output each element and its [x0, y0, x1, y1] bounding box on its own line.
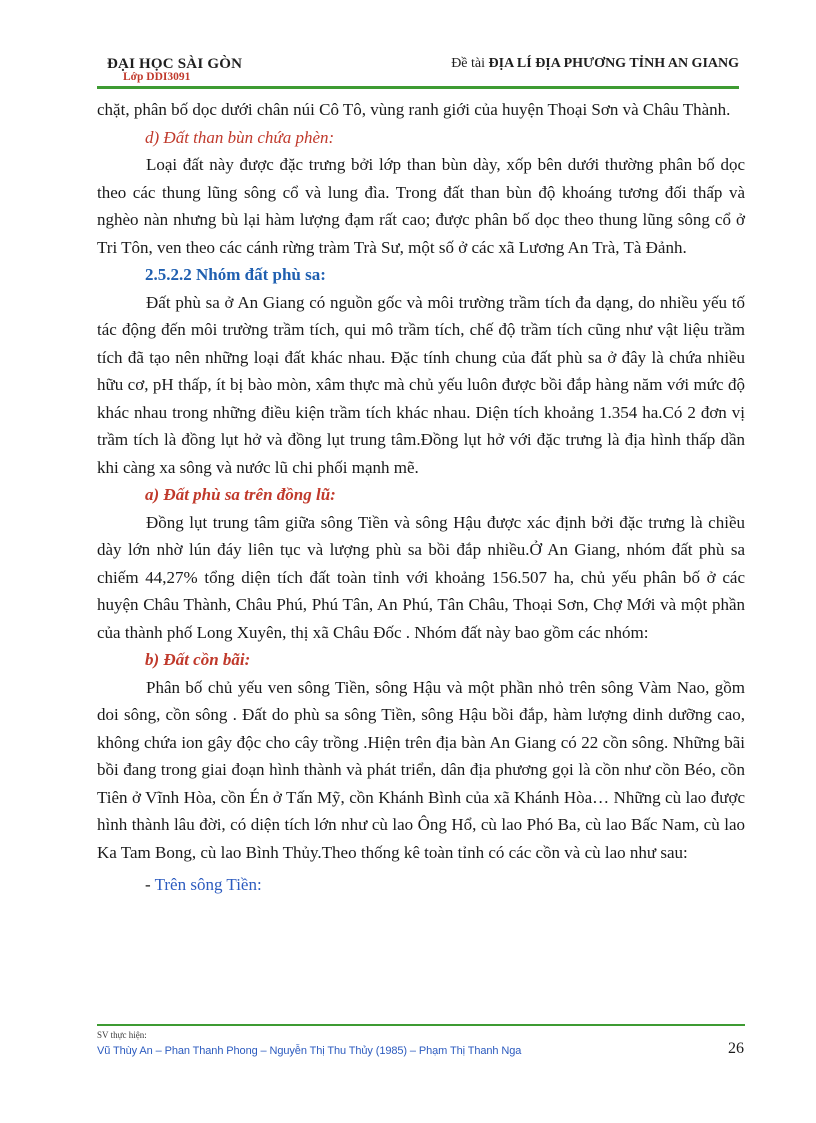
paragraph-a: Đồng lụt trung tâm giữa sông Tiền và sông Hậu được xác định bởi đặc trưng là chiều dày lớn nhờ lún đáy liên tục và lượng phù sa bồi đắp nhiều.Ở An Giang, nhóm đất phù sa chiếm 44,27% tổng diện tích đất toàn tỉnh với khoảng 156.507 ha, chủ yếu phân bố ở các huyện Châu Thành, Châu Phú, Phú Tân, An Phú, Tân Châu, Thoại Sơn, Chợ Mới và một phần của thành phố Long Xuyên, thị xã Châu Đốc . Nhóm đất này bao gồm các nhóm: — [97, 512, 745, 642]
paragraph-section: Đất phù sa ở An Giang có nguồn gốc và môi trường trầm tích đa dạng, do nhiều yếu tố tác động đến môi trường trầm tích, qui mô trầm tích, chế độ trầm tích cũng như vật liệu trầm tích đã tạo nên những loại đất khác nhau. Đặc tính chung của đất phù sa ở đây là chứa nhiều hữu cơ, pH thấp, ít bị bào mòn, xâm thực mà chủ yếu luôn được bồi đắp hàng năm với mức độ khác nhau trong những điều kiện trầm tích khác nhau. Diện tích khoảng 1.354 ha.Có 2 đơn vị trầm tích là đồng lụt hở và đồng lụt trung tâm.Đồng lụt hở với đặc trưng là địa hình thấp dần khi càng xa sông và nước lũ chi phối mạnh mẽ. — [97, 292, 745, 477]
paragraph-intro: chặt, phân bố dọc dưới chân núi Cô Tô, vùng ranh giới của huyện Thoại Sơn và Châu Thành. — [97, 100, 731, 119]
subheading-d: d) Đất than bùn chứa phèn: — [145, 127, 335, 147]
bullet-dash: - — [145, 875, 155, 894]
footer-divider — [97, 1024, 745, 1026]
university-name: ĐẠI HỌC SÀI GÒN — [107, 56, 243, 72]
page-number: 26 — [728, 1040, 744, 1057]
subheading-a: a) Đất phù sa trên đồng lũ: — [145, 485, 336, 504]
bullet-text: Trên sông Tiền: — [154, 875, 262, 894]
document-body — [97, 96, 745, 899]
topic-prefix: Đề tài — [451, 56, 489, 71]
footer-label: SV thực hiện: — [97, 1030, 147, 1040]
paragraph-d: Loại đất này được đặc trưng bởi lớp than bùn dày, xốp bên dưới thường phân bố dọc theo các thung lũng sông cổ và lung đìa. Trong đất than bùn độ khoáng tương đối thấp và nghèo nàn nhưng bù lại hàm lượng đạm rất cao; được phân bố dọc theo thung lũng sông cổ ở Tri Tôn, ven theo các cánh rừng tràm Trà Sư, một số ở các xã Lương An Trà, Tà Đảnh. — [97, 155, 745, 257]
topic-title — [451, 56, 739, 72]
section-heading: 2.5.2.2 Nhóm đất phù sa: — [145, 265, 326, 284]
class-code: Lớp DDI3091 — [123, 71, 191, 83]
bullet-item — [97, 871, 745, 899]
footer-authors: Vũ Thùy An – Phan Thanh Phong – Nguyễn Thị Thu Thủy (1985) – Phạm Thị Thanh Nga — [97, 1045, 522, 1057]
subheading-b: b) Đất cồn bãi: — [145, 650, 251, 669]
header-divider — [97, 86, 739, 89]
page-header — [97, 52, 739, 88]
paragraph-b: Phân bố chủ yếu ven sông Tiền, sông Hậu và một phần nhỏ trên sông Vàm Nao, gồm doi sông, cồn sông . Đất do phù sa sông Tiền, sông Hậu bồi đắp, hàm lượng dinh dưỡng cao, không chứa ion gây độc cho cây trồng .Hiện trên địa bàn An Giang có 22 cồn sông. Những bãi bồi đang trong giai đoạn hình thành và phát triển, dân địa phương gọi là cồn như cồn Béo, cồn Tiên ở Vĩnh Hòa, cồn Én ở Tấn Mỹ, cồn Khánh Bình của xã Khánh Hòa… Những cù lao được hình thành lâu đời, có diện tích lớn như cù lao Ông Hổ, cù lao Phó Ba, cù lao Bấc Nam, cù lao Ka Tam Bong, cù lao Bình Thủy.Theo thống kê toàn tỉnh có các cồn và cù lao như sau: — [97, 677, 745, 862]
topic-name: ĐỊA LÍ ĐỊA PHƯƠNG TỈNH AN GIANG — [488, 56, 739, 71]
